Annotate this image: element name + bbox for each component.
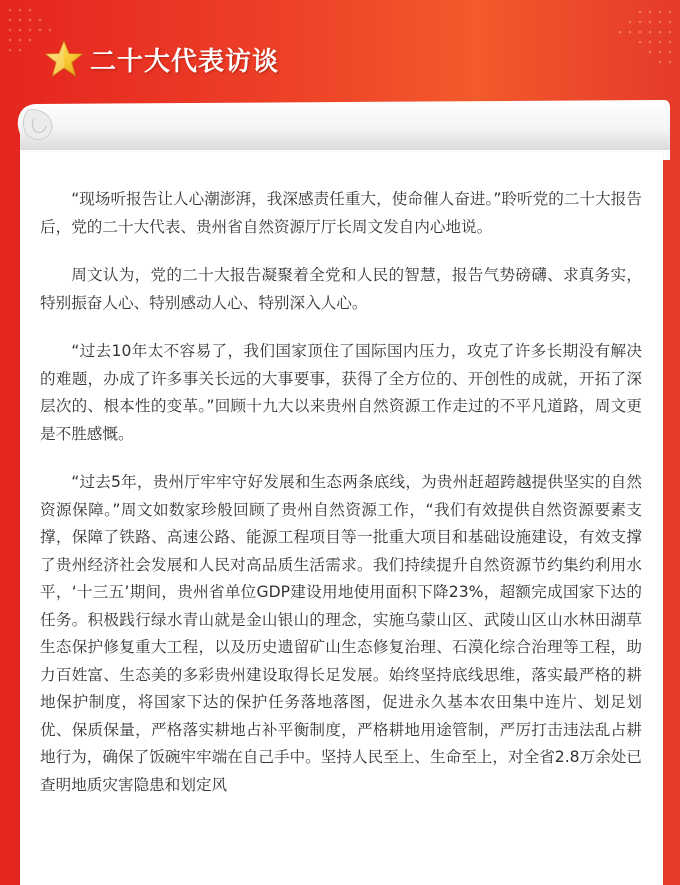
article-paragraph: “过去5年，贵州厅牢牢守好发展和生态两条底线，为贵州赶超跨越提供坚实的自然资源保障。”周文如数家珍般回顾了贵州自然资源工作，“我们有效提供自然资源要素支撑，保障了铁路、高速公路、能源工程项目等一批重大项目和基础设施建设，有效支撑了贵州经济社会发展和人民对高品质生活需求。我们持续提升自然资源节约集约利用水平，‘十三五’期间，贵州省单位GDP建设用地使用面积下降23%，超额完成国家下达的任务。积极践行绿水青山就是金山银山的理念，实施乌蒙山区、武陵山区山水林田湖草生态保护修复重大工程，以及历史遗留矿山生态修复治理、石漠化综合治理等工程，助力百姓富、生态美的多彩贵州建设取得长足发展。始终坚持底线思维，落实最严格的耕地保护制度，将国家下达的保护任务落地落图，促进永久基本农田集中连片、划足划优、保质保量，严格落实耕地占补平衡制度，严格耕地用途管制，严厉打击违法乱占耕地行为，确保了饭碗牢牢端在自己手中。坚持人民至上、生命至上，对全省2.8万余处已查明地质灾害隐患和划定风 [40,473,642,794]
article-paragraph: “现场听报告让人心潮澎湃，我深感责任重大，使命催人奋进。”聆听党的二十大报告后，党的二十大代表、贵州省自然资源厅厅长周文发自内心地说。 [40,190,642,236]
section-header [44,36,279,82]
dot-pattern-decoration [560,0,680,110]
article-body [40,186,642,820]
section-title: 二十大代表访谈 [90,46,280,77]
star-icon [44,39,84,79]
article-paragraph: 周文认为，党的二十大报告凝聚着全党和人民的智慧，报告气势磅礴、求真务实，特别振奋人心、特别感动人心、特别深入人心。 [40,266,642,312]
article-paragraph: “过去10年太不容易了，我们国家顶住了国际国内压力，攻克了许多长期没有解决的难题，办成了许多事关长远的大事要事，获得了全方位的、开创性的成就，开拓了深层次的、根本性的变革。”回顾十九大以来贵州自然资源工作走过的不平凡道路，周文更是不胜感慨。 [40,342,642,443]
scroll-roll-decoration [14,98,670,160]
